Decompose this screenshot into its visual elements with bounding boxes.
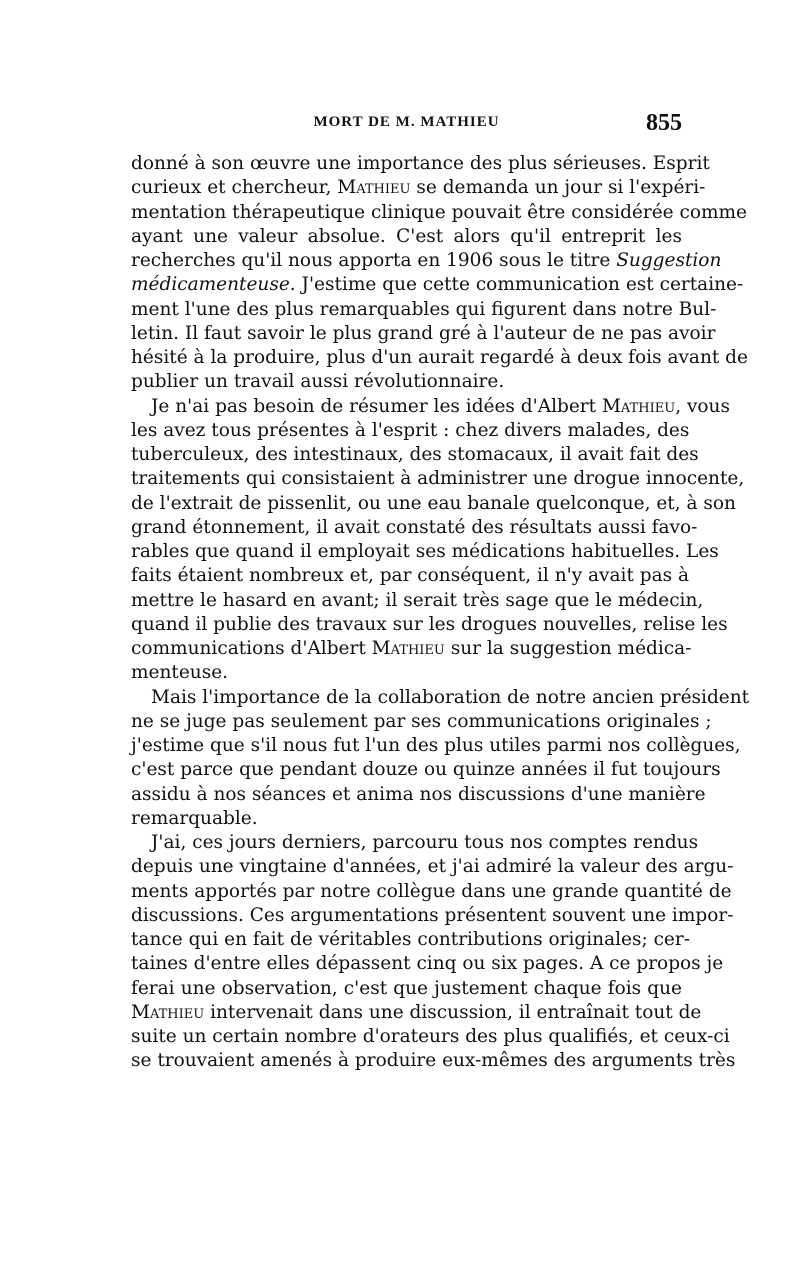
title-italic: Suggestion (616, 250, 722, 271)
text-line (131, 370, 682, 394)
author-name: Mathieu (371, 638, 445, 659)
text-run: Mais l'importance de la collaboration de notre ancien président (151, 686, 750, 708)
text-line (131, 637, 692, 661)
text-run: hésité à la produire, plus d'un aurait regardé à deux fois avant de (131, 347, 748, 368)
text-line (131, 1001, 702, 1025)
text-run: suite un certain nombre d'orateurs des plus qualifiés, et ceux-ci (131, 1026, 730, 1047)
text-run: sur la suggestion médica- (444, 638, 692, 659)
text-run: c'est parce que pendant douze ou quinze années il fut toujours (131, 759, 721, 781)
text-line (131, 225, 682, 249)
text-run: mettre le hasard en avant; il serait très sage que le médecin, (131, 589, 704, 611)
text-run: tance qui en fait de véritables contributions originales; cer- (131, 929, 690, 950)
text-run: intervenait dans une discussion, il entraînait tout de (204, 1001, 702, 1023)
text-run: letin. Il faut savoir le plus grand gré à l'auteur de ne pas avoir (131, 322, 716, 344)
text-line (131, 880, 732, 904)
text-line (131, 952, 724, 976)
text-run: donné à son œuvre une importance des plus sérieuses. Esprit (131, 153, 710, 174)
text-line (131, 298, 717, 322)
text-run: ferai une observation, c'est que justement chaque fois que (131, 977, 682, 999)
text-run: assidu à nos séances et anima nos discussions d'une manière (131, 783, 706, 805)
text-run: publier un travail aussi révolutionnaire. (131, 371, 505, 393)
text-run: remarquable. (131, 807, 258, 829)
text-run: mentation thérapeutique clinique pouvait être considérée comme (131, 201, 748, 223)
text-line (131, 564, 690, 588)
text-run: . J'estime que cette communication est certaine- (289, 274, 744, 296)
text-line (131, 661, 682, 685)
text-line (131, 273, 744, 297)
text-run: quand il publie des travaux sur les drogues nouvelles, relise les (131, 613, 728, 635)
text-run: grand étonnement, il avait constaté des résultats aussi favo- (131, 516, 698, 538)
text-line (131, 1049, 736, 1073)
running-title: MORT DE M. MATHIEU (313, 114, 500, 130)
text-run: recherches qu'il nous apporta en 1906 sous le titre (131, 250, 617, 271)
text-run: communications d'Albert (131, 638, 372, 659)
text-run: tuberculeux, des intestinaux, des stomacaux, il avait fait des (131, 444, 699, 465)
text-line (131, 928, 690, 952)
text-run: Je n'ai pas besoin de résumer les idées d'Albert (151, 395, 602, 417)
text-line (131, 152, 710, 176)
text-line (131, 419, 690, 443)
text-run: traitements qui consistaient à administrer une drogue innocente, (131, 468, 745, 490)
text-run: depuis une vingtaine d'années, et j'ai admiré la valeur des argu- (131, 856, 734, 878)
text-line (131, 201, 748, 225)
text-run: , vous (675, 395, 730, 417)
text-line (131, 758, 721, 782)
text-line (131, 589, 704, 613)
text-line (131, 1025, 730, 1049)
page-number: 855 (646, 110, 682, 136)
text-line (131, 855, 734, 879)
text-run: ne se juge pas seulement par ses communications originales ; (131, 710, 712, 732)
text-line (131, 783, 706, 807)
text-line (131, 346, 748, 370)
text-run: faits étaient nombreux et, par conséquent, il n'y avait pas à (131, 565, 690, 587)
text-line (131, 322, 716, 346)
text-run: se trouvaient amenés à produire eux-mêmes des arguments très (131, 1050, 736, 1072)
author-name: Mathieu (337, 177, 411, 199)
text-line (131, 176, 706, 200)
text-line (131, 492, 736, 516)
text-line (131, 540, 719, 564)
text-run: j'estime que s'il nous fut l'un des plus utiles parmi nos collègues, (131, 735, 741, 756)
text-line (131, 710, 712, 734)
text-run: J'ai, ces jours derniers, parcouru tous nos comptes rendus (151, 832, 699, 853)
text-line (131, 831, 699, 855)
text-run: rables que quand il employait ses médications habituelles. Les (131, 541, 719, 562)
text-line (131, 395, 730, 419)
text-line (131, 904, 734, 928)
text-line (131, 734, 741, 758)
text-run: de l'extrait de pissenlit, ou une eau banale quelconque, et, à son (131, 492, 736, 514)
text-line (131, 613, 728, 637)
running-head (131, 112, 682, 142)
text-line (131, 516, 698, 540)
text-line (131, 686, 750, 710)
text-run: menteuse. (131, 662, 229, 684)
text-run: ayant une valeur absolue. C'est alors qu'il entreprit les (131, 225, 682, 247)
author-name: Mathieu (131, 1001, 205, 1023)
text-run: taines d'entre elles dépassent cinq ou six pages. A ce propos je (131, 953, 724, 975)
text-run: discussions. Ces argumentations présentent souvent une impor- (131, 904, 734, 926)
text-run: curieux et chercheur, (131, 177, 338, 199)
author-name: Mathieu (601, 395, 676, 417)
text-line (131, 249, 722, 273)
text-run: ment l'une des plus remarquables qui figurent dans notre Bul- (131, 298, 717, 320)
text-line (131, 807, 682, 831)
text-line (131, 467, 745, 491)
title-italic: médicamenteuse (131, 274, 290, 296)
body-text (131, 152, 750, 1074)
text-run: ments apportés par notre collègue dans une grande quantité de (131, 880, 732, 902)
text-line (131, 977, 682, 1001)
text-run: se demanda un jour si l'expéri- (410, 177, 706, 199)
text-run: les avez tous présentes à l'esprit : chez divers malades, des (131, 419, 690, 441)
text-line (131, 443, 699, 467)
